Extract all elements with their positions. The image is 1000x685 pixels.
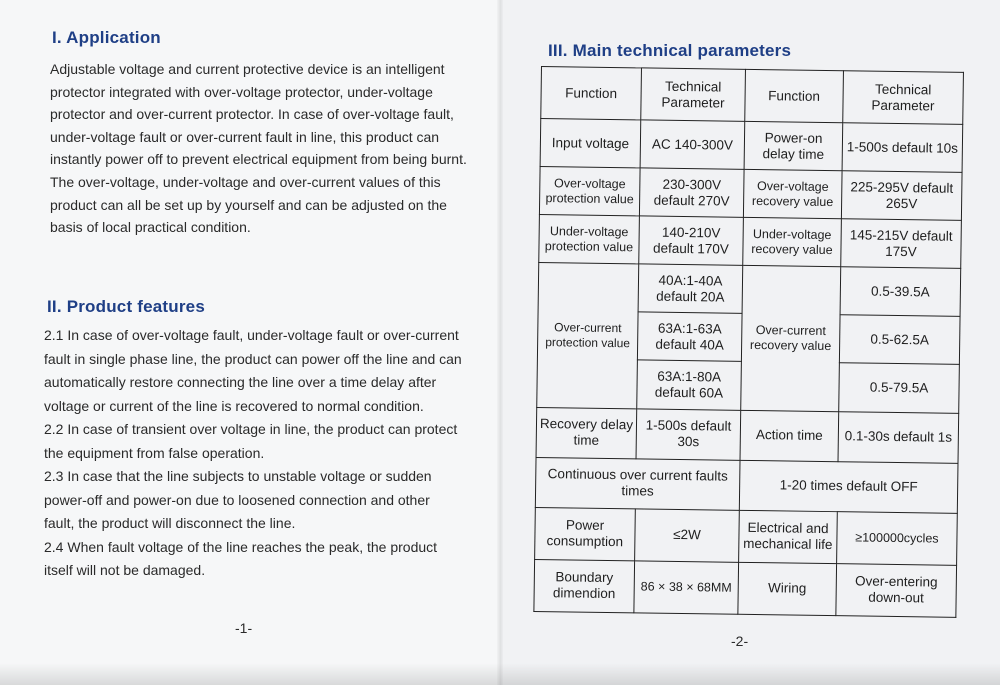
section-features-body	[44, 324, 464, 583]
page-number: -1-	[235, 620, 253, 636]
table-cell: 1-20 times default OFF	[739, 460, 958, 513]
table-row	[535, 507, 958, 565]
table-cell: 225-295V default 265V	[841, 171, 962, 221]
table-cell: Action time	[740, 410, 839, 461]
header-cell: Technical Parameter	[843, 71, 964, 125]
page-number: -2-	[731, 633, 749, 649]
page-edge-shadow	[0, 663, 1000, 685]
table-cell: Over-current recovery value	[741, 266, 841, 412]
table-cell: Wiring	[738, 562, 837, 616]
section-application-body: Adjustable voltage and current protective device is an intelligent protector integrated with over-voltage protector, under-voltage protector and over-current protector. In case of over-voltage fault, under-voltage fault or over-current fault in line, this product can instantly power off to prevent electrical equipment from being burnt. The over-voltage, under-voltage and over-current values of this product can all be set up by yourself and can be adjusted on the basis of local practical condition.	[50, 61, 467, 236]
table-cell: 1-500s default 10s	[842, 123, 963, 173]
table-cell: Under-voltage protection value	[539, 215, 640, 264]
section-features-title: II. Product features	[47, 297, 205, 316]
table-cell: Continuous over current faults times	[535, 457, 740, 510]
table-cell: 0.5-79.5A	[839, 363, 960, 413]
table-row	[538, 263, 961, 317]
header-cell: Function	[745, 69, 844, 122]
table-cell: Over-current protection value	[537, 263, 639, 409]
table-cell: ≤2W	[635, 509, 740, 563]
table-cell: 1-500s default 30s	[636, 408, 741, 460]
table-cell: Power-on delay time	[744, 121, 843, 170]
header-cell: Technical Parameter	[641, 68, 746, 122]
table-cell: Recovery delay time	[536, 407, 637, 458]
table-row	[540, 119, 963, 173]
table-cell: Boundary dimendion	[534, 559, 635, 613]
table-row	[541, 67, 964, 125]
header-cell: Function	[541, 67, 642, 120]
feature-item: 2.2 In case of transient over voltage in line, the product can protect the equipment from false operation.	[44, 421, 458, 461]
table-cell: 145-215V default 175V	[841, 219, 962, 269]
table-cell: Electrical and mechanical life	[739, 510, 838, 563]
table-cell: Power consumption	[535, 507, 636, 560]
technical-parameters-table	[533, 66, 964, 618]
table-cell: Under-voltage recovery value	[743, 218, 842, 267]
book-gutter	[497, 0, 503, 685]
table-cell: 63A:1-80A default 60A	[637, 360, 742, 410]
feature-item: 2.1 In case of over-voltage fault, under-voltage fault or over-current fault in single phase line, the product can power off the line and can automatically restore connecting the line over a time delay after voltage or current of the line is recovered to normal condition.	[44, 327, 462, 414]
table-cell: AC 140-300V	[640, 120, 745, 170]
table-row	[536, 407, 959, 463]
feature-item: 2.3 In case that the line subjects to unstable voltage or sudden power-off and power-on due to loosened connection and other fault, the product will disconnect the line.	[44, 468, 432, 531]
table-cell: 0.5-62.5A	[839, 315, 960, 365]
table-cell: Over-voltage recovery value	[743, 170, 842, 219]
section-application-title: I. Application	[52, 28, 161, 47]
table-row	[535, 457, 958, 513]
table-cell: Over-voltage protection value	[539, 167, 640, 216]
table-cell: Input voltage	[540, 119, 641, 168]
section-parameters-title: III. Main technical parameters	[548, 41, 792, 60]
table-row	[539, 215, 962, 269]
table-cell: 140-210V default 170V	[639, 216, 744, 266]
table-cell: 86 × 38 × 68MM	[634, 561, 739, 615]
table-cell: 40A:1-40A default 20A	[638, 264, 743, 314]
table-cell: 0.1-30s default 1s	[838, 411, 959, 463]
table-row	[539, 167, 962, 221]
table-row	[534, 559, 957, 617]
table-cell: 0.5-39.5A	[840, 267, 961, 317]
table-cell: ≥100000cycles	[837, 511, 958, 565]
feature-item: 2.4 When fault voltage of the line reaches the peak, the product itself will not be damaged.	[44, 538, 438, 578]
table-cell: Over-entering down-out	[836, 563, 957, 617]
table-cell: 230-300V default 270V	[639, 168, 744, 218]
table-cell: 63A:1-63A default 40A	[637, 312, 742, 362]
